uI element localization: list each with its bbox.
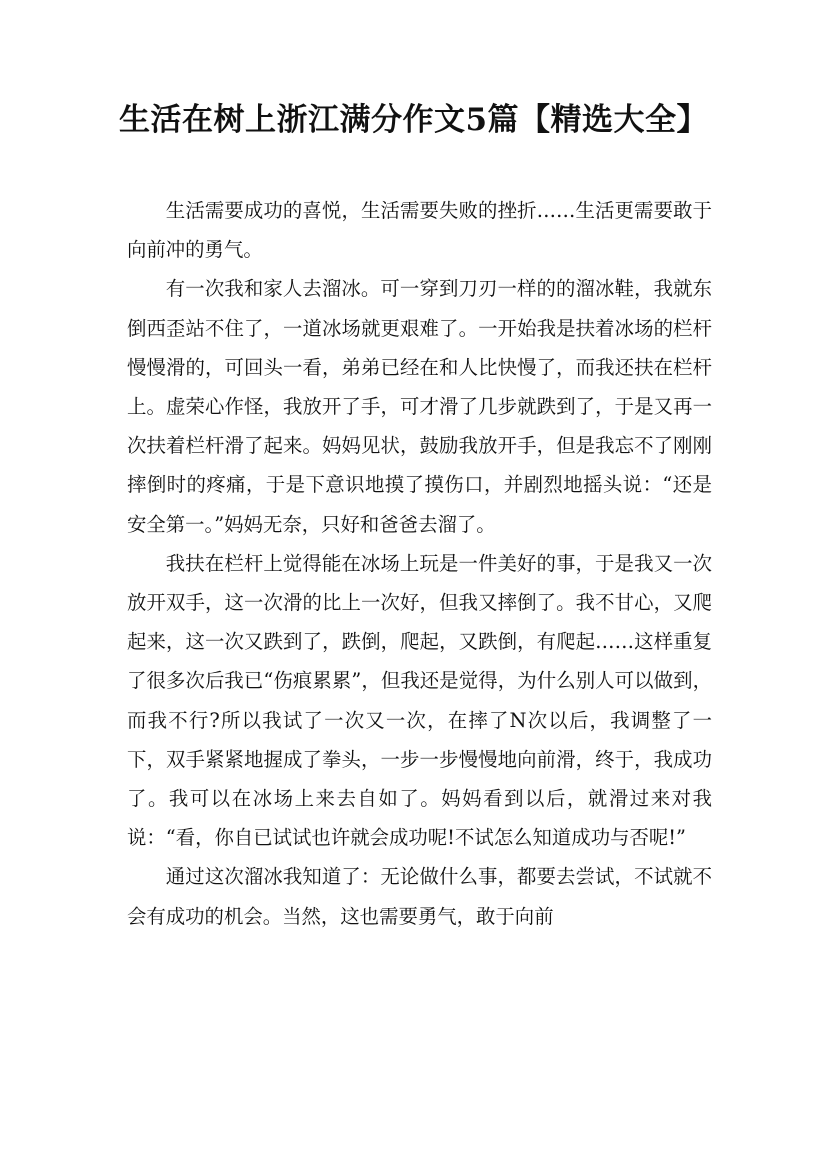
paragraph: 生活需要成功的喜悦，生活需要失败的挫折……生活更需要敢于向前冲的勇气。 [127, 199, 712, 262]
document-title: 生活在树上浙江满分作文5篇【精选大全】 [118, 102, 709, 138]
paragraph: 我扶在栏杆上觉得能在冰场上玩是一件美好的事，于是我又一次放开双手，这一次滑的比上一次好，但我又摔倒了。我不甘心，又爬起来，这一次又跌到了，跌倒，爬起，又跌倒，有爬起……这样重复了很多次后我已“伤痕累累”，但我还是觉得，为什么别人可以做到，而我不行?所以我试了一次又一次，在摔了N次以后，我调整了一下，双手紧紧地握成了拳头，一步一步慢慢地向前滑，终于，我成功了。我可以在冰场上来去自如了。妈妈看到以后，就滑过来对我说：“看，你自已试试也许就会成功呢!不试怎么知道成功与否呢!” [127, 551, 712, 850]
document-body [127, 191, 712, 936]
paragraph: 通过这次溜冰我知道了：无论做什么事，都要去尝试，不试就不会有成功的机会。当然，这也需要勇气，敢于向前 [127, 865, 712, 928]
paragraph: 有一次我和家人去溜冰。可一穿到刀刃一样的的溜冰鞋，我就东倒西歪站不住了，一道冰场就更艰难了。一开始我是扶着冰场的栏杆慢慢滑的，可回头一看，弟弟已经在和人比快慢了，而我还扶在栏杆上。虚荣心作怪，我放开了手，可才滑了几步就跌到了，于是又再一次扶着栏杆滑了起来。妈妈见状，鼓励我放开手，但是我忘不了刚刚摔倒时的疼痛，于是下意识地摸了摸伤口，并剧烈地摇头说：“还是安全第一。”妈妈无奈，只好和爸爸去溜了。 [127, 277, 712, 536]
